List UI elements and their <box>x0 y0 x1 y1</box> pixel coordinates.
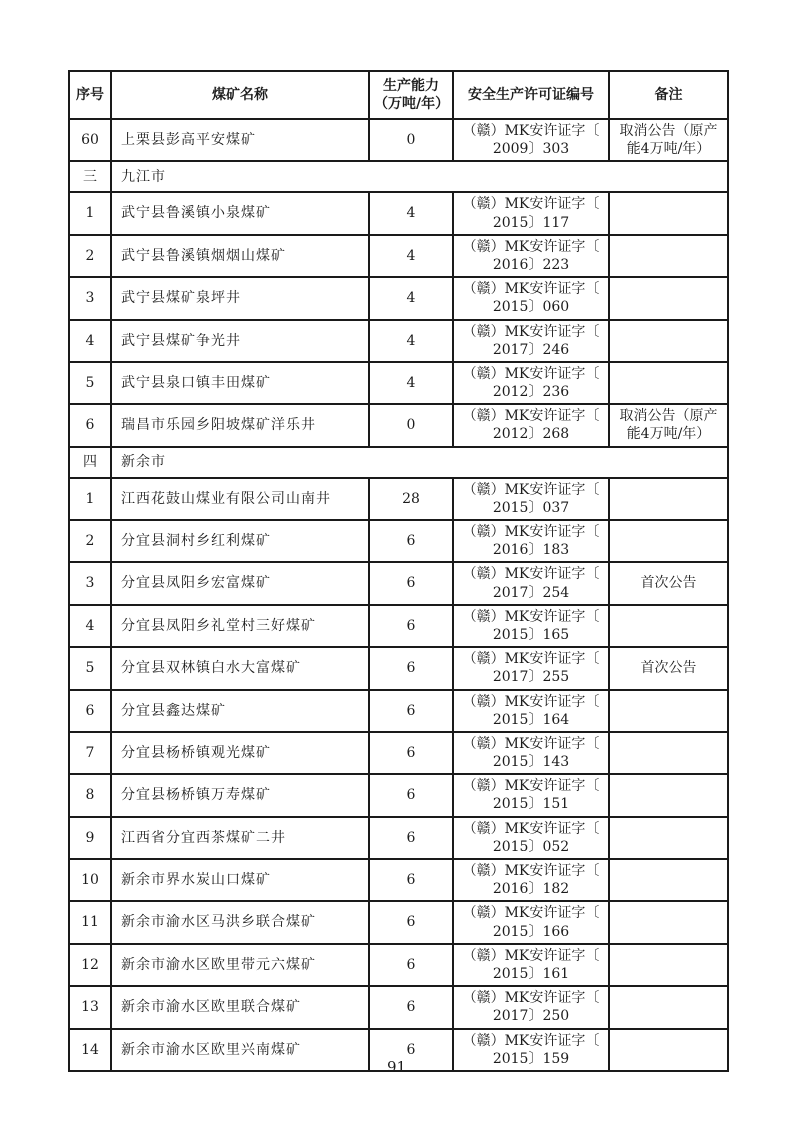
mine-name-cell: 分宜县凤阳乡宏富煤矿 <box>111 562 369 604</box>
row-number-cell: 13 <box>69 986 111 1028</box>
permit-cell: （赣）MK安许证字〔 2012〕236 <box>453 362 609 404</box>
permit-cell: （赣）MK安许证字〔 2015〕037 <box>453 478 609 520</box>
permit-cell: （赣）MK安许证字〔 2015〕151 <box>453 774 609 816</box>
row-number-cell: 1 <box>69 192 111 234</box>
note-cell <box>609 774 728 816</box>
row-number-cell: 6 <box>69 690 111 732</box>
note-cell <box>609 944 728 986</box>
permit-cell: （赣）MK安许证字〔 2015〕143 <box>453 732 609 774</box>
mine-name-cell: 分宜县杨桥镇观光煤矿 <box>111 732 369 774</box>
mine-name-cell: 瑞昌市乐园乡阳坡煤矿洋乐井 <box>111 404 369 446</box>
row-number-cell: 11 <box>69 901 111 943</box>
row-number-cell: 14 <box>69 1029 111 1071</box>
col-header-permit: 安全生产许可证编号 <box>453 71 609 119</box>
permit-cell: （赣）MK安许证字〔 2017〕254 <box>453 562 609 604</box>
note-cell <box>609 235 728 277</box>
capacity-cell: 4 <box>369 235 453 277</box>
table-row <box>69 362 728 404</box>
note-cell <box>609 605 728 647</box>
note-cell: 首次公告 <box>609 647 728 689</box>
note-cell <box>609 192 728 234</box>
table-header-row <box>69 71 728 119</box>
capacity-cell: 6 <box>369 690 453 732</box>
table-row <box>69 320 728 362</box>
permit-cell: （赣）MK安许证字〔 2015〕166 <box>453 901 609 943</box>
row-number-cell: 7 <box>69 732 111 774</box>
table-row <box>69 817 728 859</box>
capacity-cell: 6 <box>369 901 453 943</box>
mine-name-cell: 上栗县彭高平安煤矿 <box>111 119 369 161</box>
row-number-cell: 1 <box>69 478 111 520</box>
table-row <box>69 562 728 604</box>
row-number-cell: 2 <box>69 235 111 277</box>
mine-name-cell: 新余市界水炭山口煤矿 <box>111 859 369 901</box>
capacity-cell: 4 <box>369 277 453 319</box>
section-row <box>69 161 728 192</box>
mine-name-cell: 新余市渝水区欧里兴南煤矿 <box>111 1029 369 1071</box>
table-row <box>69 690 728 732</box>
capacity-cell: 6 <box>369 647 453 689</box>
capacity-cell: 4 <box>369 192 453 234</box>
table-row <box>69 404 728 446</box>
section-city-cell: 新余市 <box>111 447 728 478</box>
permit-cell: （赣）MK安许证字〔 2017〕255 <box>453 647 609 689</box>
capacity-cell: 6 <box>369 520 453 562</box>
mine-name-cell: 分宜县双林镇白水大富煤矿 <box>111 647 369 689</box>
mine-name-cell: 武宁县泉口镇丰田煤矿 <box>111 362 369 404</box>
permit-cell: （赣）MK安许证字〔 2012〕268 <box>453 404 609 446</box>
row-number-cell: 10 <box>69 859 111 901</box>
capacity-cell: 6 <box>369 1029 453 1071</box>
table-row <box>69 605 728 647</box>
note-cell <box>609 817 728 859</box>
note-cell <box>609 690 728 732</box>
note-cell <box>609 732 728 774</box>
row-number-cell: 4 <box>69 605 111 647</box>
col-header-note: 备注 <box>609 71 728 119</box>
mine-name-cell: 武宁县煤矿泉坪井 <box>111 277 369 319</box>
capacity-cell: 28 <box>369 478 453 520</box>
note-cell <box>609 478 728 520</box>
mine-name-cell: 分宜县凤阳乡礼堂村三好煤矿 <box>111 605 369 647</box>
permit-cell: （赣）MK安许证字〔 2015〕052 <box>453 817 609 859</box>
mine-name-cell: 武宁县鲁溪镇烟烟山煤矿 <box>111 235 369 277</box>
row-number-cell: 2 <box>69 520 111 562</box>
row-number-cell: 3 <box>69 277 111 319</box>
section-number-cell: 三 <box>69 161 111 192</box>
note-cell: 取消公告（原产能4万吨/年） <box>609 119 728 161</box>
capacity-cell: 6 <box>369 817 453 859</box>
mine-name-cell: 武宁县鲁溪镇小泉煤矿 <box>111 192 369 234</box>
permit-cell: （赣）MK安许证字〔 2016〕223 <box>453 235 609 277</box>
table-row <box>69 478 728 520</box>
note-cell <box>609 859 728 901</box>
table-row <box>69 859 728 901</box>
mine-name-cell: 分宜县杨桥镇万寿煤矿 <box>111 774 369 816</box>
row-number-cell: 12 <box>69 944 111 986</box>
note-cell <box>609 901 728 943</box>
note-cell <box>609 520 728 562</box>
capacity-cell: 4 <box>369 320 453 362</box>
note-cell <box>609 277 728 319</box>
mine-name-cell: 江西花鼓山煤业有限公司山南井 <box>111 478 369 520</box>
table-row <box>69 944 728 986</box>
permit-cell: （赣）MK安许证字〔 2015〕164 <box>453 690 609 732</box>
mine-name-cell: 新余市渝水区欧里联合煤矿 <box>111 986 369 1028</box>
permit-cell: （赣）MK安许证字〔 2016〕183 <box>453 520 609 562</box>
permit-cell: （赣）MK安许证字〔 2015〕161 <box>453 944 609 986</box>
row-number-cell: 5 <box>69 647 111 689</box>
capacity-cell: 0 <box>369 404 453 446</box>
table-row <box>69 119 728 161</box>
note-cell <box>609 320 728 362</box>
capacity-cell: 6 <box>369 859 453 901</box>
table-body <box>69 119 728 1071</box>
mine-name-cell: 江西省分宜西茶煤矿二井 <box>111 817 369 859</box>
capacity-cell: 6 <box>369 562 453 604</box>
row-number-cell: 9 <box>69 817 111 859</box>
note-cell: 取消公告（原产能4万吨/年） <box>609 404 728 446</box>
capacity-cell: 6 <box>369 774 453 816</box>
table-row <box>69 732 728 774</box>
row-number-cell: 4 <box>69 320 111 362</box>
permit-cell: （赣）MK安许证字〔 2016〕182 <box>453 859 609 901</box>
permit-cell: （赣）MK安许证字〔 2015〕117 <box>453 192 609 234</box>
capacity-cell: 6 <box>369 944 453 986</box>
col-header-index: 序号 <box>69 71 111 119</box>
row-number-cell: 3 <box>69 562 111 604</box>
row-number-cell: 6 <box>69 404 111 446</box>
note-cell: 首次公告 <box>609 562 728 604</box>
capacity-cell: 6 <box>369 732 453 774</box>
table-row <box>69 192 728 234</box>
row-number-cell: 60 <box>69 119 111 161</box>
permit-cell: （赣）MK安许证字〔 2017〕246 <box>453 320 609 362</box>
section-row <box>69 447 728 478</box>
table-row <box>69 774 728 816</box>
col-header-mine-name: 煤矿名称 <box>111 71 369 119</box>
table-row <box>69 520 728 562</box>
col-header-capacity: 生产能力（万吨/年） <box>369 71 453 119</box>
table-row <box>69 277 728 319</box>
section-city-cell: 九江市 <box>111 161 728 192</box>
mine-name-cell: 分宜县洞村乡红利煤矿 <box>111 520 369 562</box>
permit-cell: （赣）MK安许证字〔 2015〕060 <box>453 277 609 319</box>
permit-cell: （赣）MK安许证字〔 2009〕303 <box>453 119 609 161</box>
table-row <box>69 901 728 943</box>
capacity-cell: 4 <box>369 362 453 404</box>
table-row <box>69 235 728 277</box>
note-cell <box>609 362 728 404</box>
table-row <box>69 986 728 1028</box>
section-number-cell: 四 <box>69 447 111 478</box>
page-number: 91 <box>386 1058 407 1076</box>
permit-cell: （赣）MK安许证字〔 2015〕159 <box>453 1029 609 1071</box>
mine-name-cell: 武宁县煤矿争光井 <box>111 320 369 362</box>
capacity-cell: 6 <box>369 605 453 647</box>
permit-cell: （赣）MK安许证字〔 2017〕250 <box>453 986 609 1028</box>
row-number-cell: 5 <box>69 362 111 404</box>
mine-name-cell: 分宜县鑫达煤矿 <box>111 690 369 732</box>
coal-mine-table <box>68 70 729 1072</box>
note-cell <box>609 986 728 1028</box>
table-row <box>69 647 728 689</box>
permit-cell: （赣）MK安许证字〔 2015〕165 <box>453 605 609 647</box>
capacity-cell: 0 <box>369 119 453 161</box>
mine-name-cell: 新余市渝水区马洪乡联合煤矿 <box>111 901 369 943</box>
mine-name-cell: 新余市渝水区欧里带元六煤矿 <box>111 944 369 986</box>
row-number-cell: 8 <box>69 774 111 816</box>
capacity-cell: 6 <box>369 986 453 1028</box>
